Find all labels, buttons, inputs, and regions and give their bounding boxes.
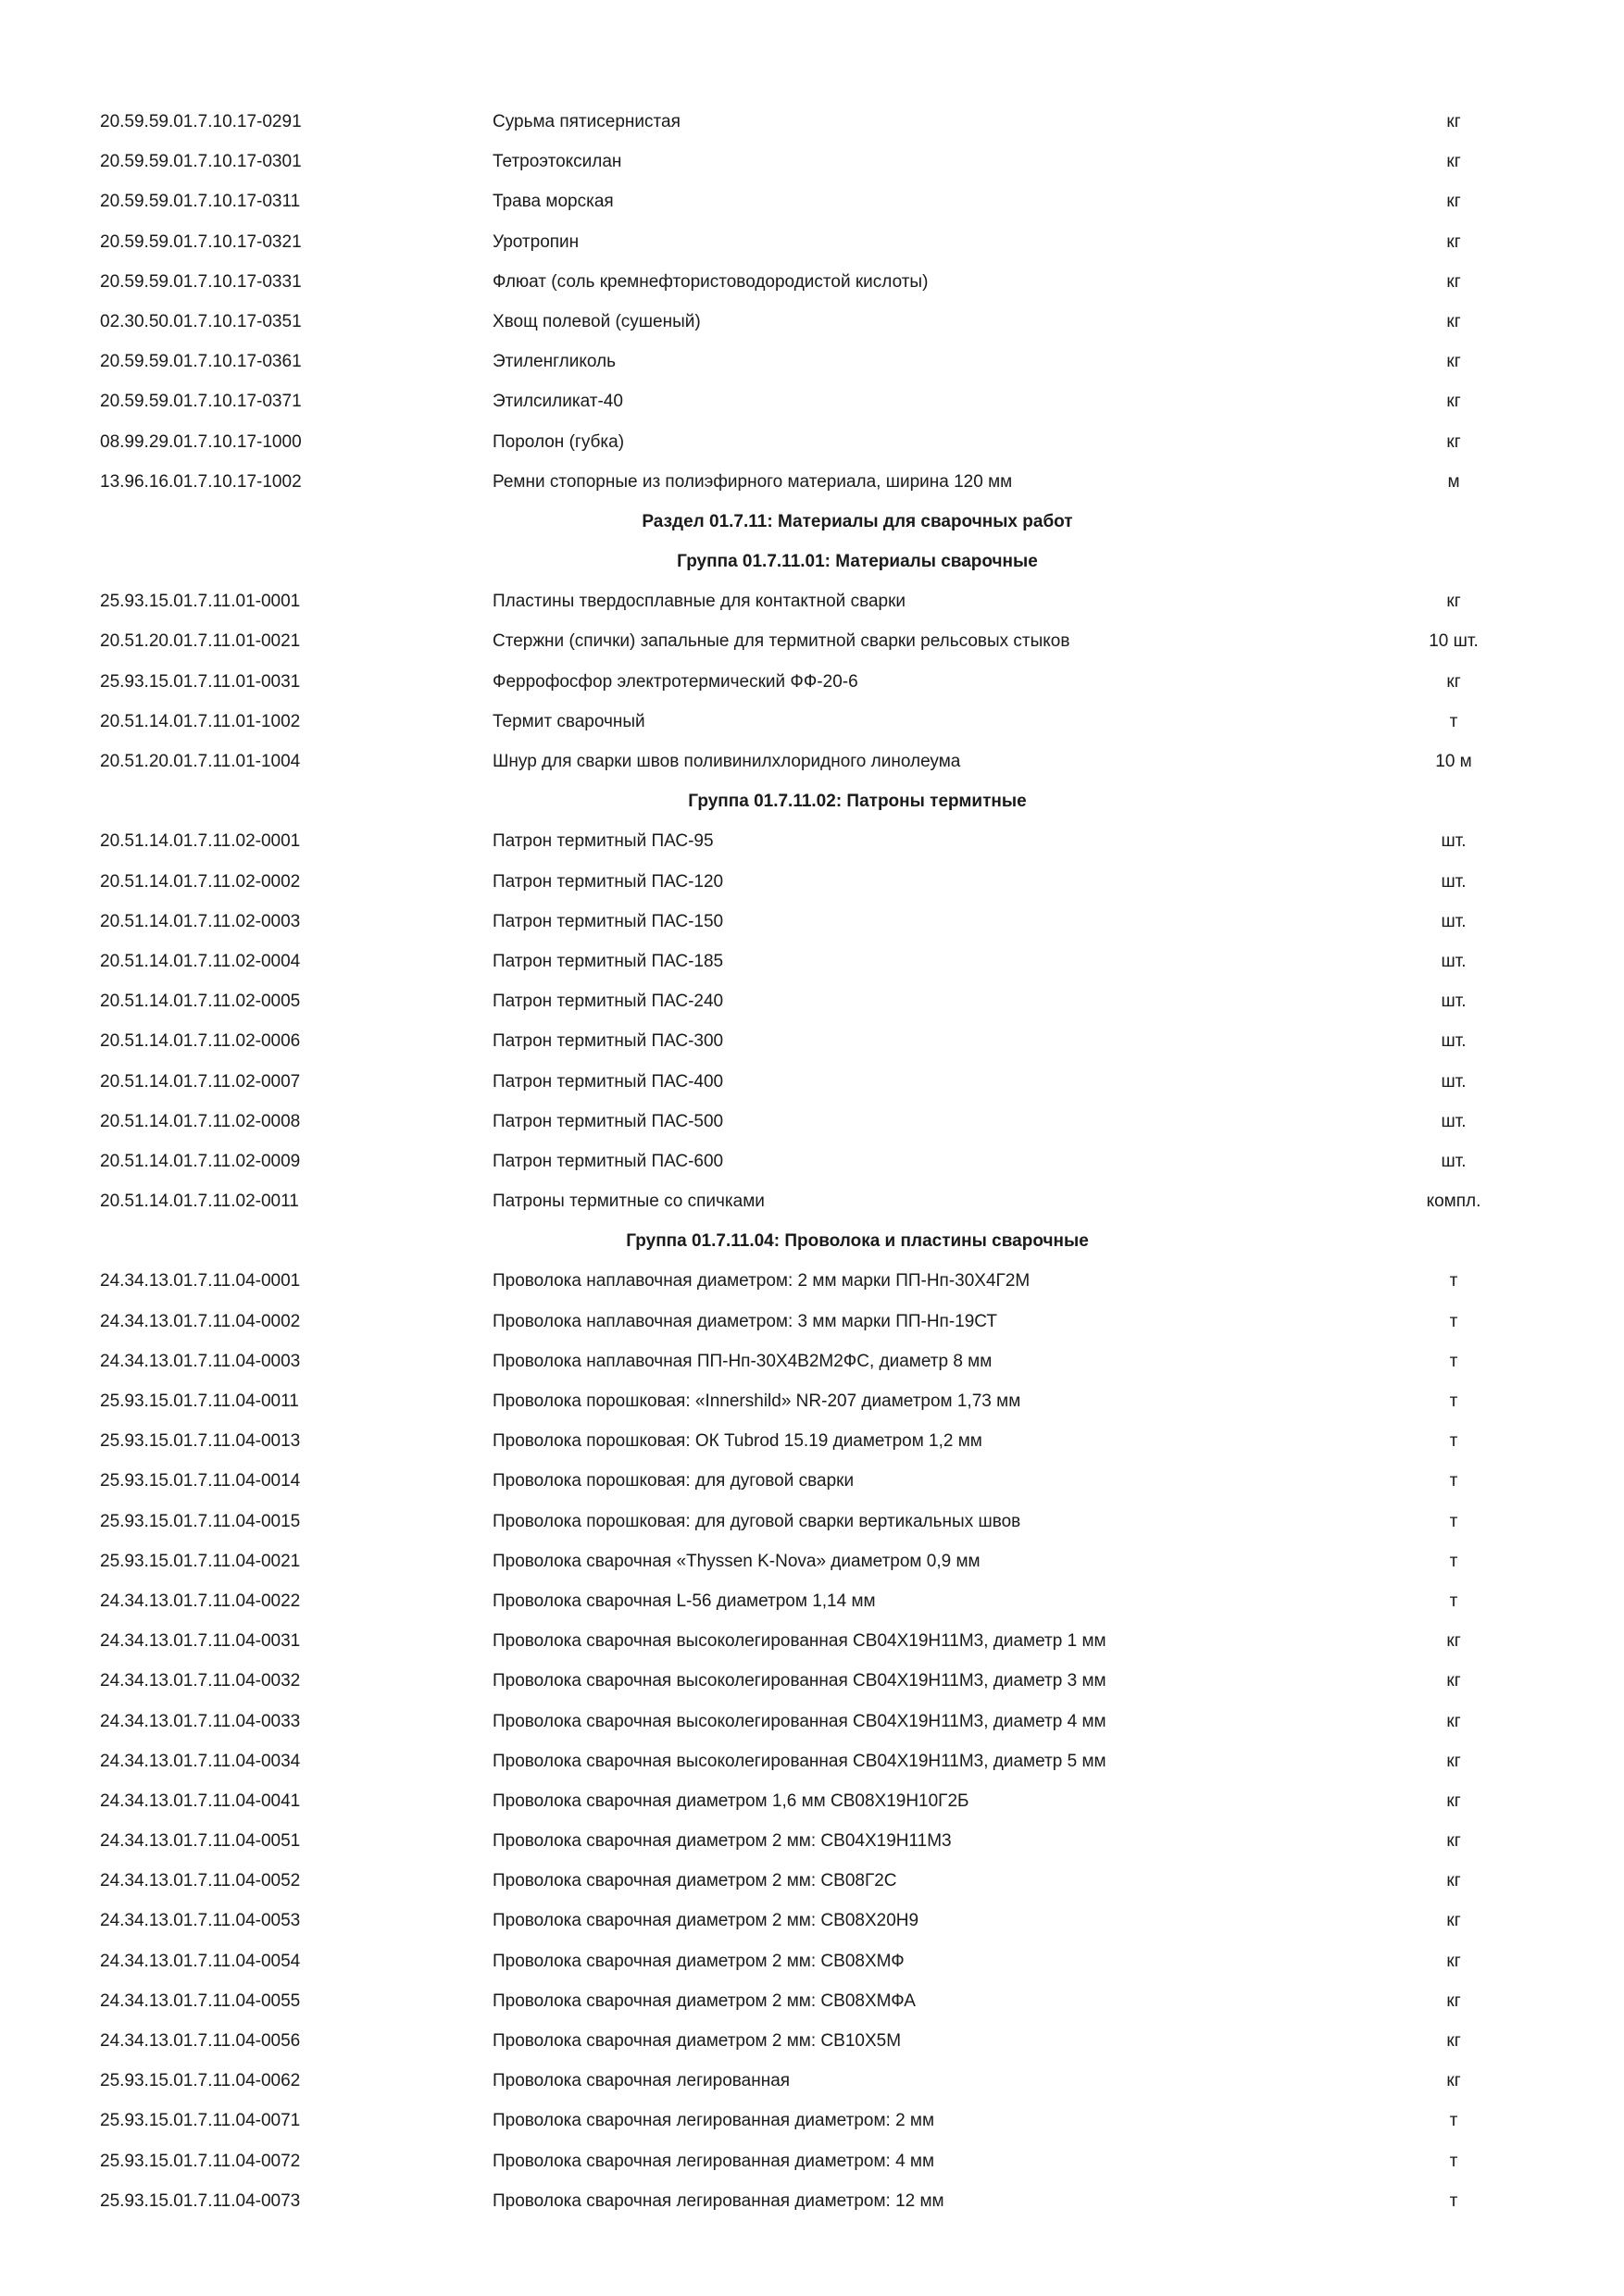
table-row <box>0 1662 1624 1702</box>
table-row <box>0 1942 1624 1982</box>
material-name: Проволока порошковая: для дуговой сварки <box>493 1471 855 1491</box>
table-row <box>0 942 1624 982</box>
unit-of-measure: шт. <box>1441 1031 1467 1052</box>
table-row <box>0 1303 1624 1342</box>
unit-of-measure: т <box>1449 711 1458 731</box>
material-name: Проволока наплавочная диаметром: 2 мм марки ПП-Нп-30Х4Г2М <box>493 1271 1031 1292</box>
material-name: Патрон термитный ПАС-120 <box>493 871 724 892</box>
material-code: 24.34.13.01.7.11.04-0034 <box>100 1751 301 1771</box>
material-code: 20.59.59.01.7.10.17-0361 <box>100 352 302 372</box>
material-name: Проволока сварочная диаметром 2 мм: СВ08Г2С <box>493 1871 897 1891</box>
material-name: Патрон термитный ПАС-600 <box>493 1151 724 1171</box>
material-name: Проволока порошковая: «Innershild» NR-207 диаметром 1,73 мм <box>493 1391 1021 1411</box>
unit-of-measure: т <box>1449 1551 1458 1571</box>
material-code: 20.59.59.01.7.10.17-0311 <box>100 192 301 212</box>
table-row <box>0 1902 1624 1941</box>
material-code: 25.93.15.01.7.11.04-0073 <box>100 2190 301 2211</box>
unit-of-measure: кг <box>1446 311 1461 331</box>
material-name: Стержни (спички) запальные для термитной сварки рельсовых стыков <box>493 631 1070 652</box>
table-row <box>0 742 1624 782</box>
unit-of-measure: кг <box>1446 431 1461 452</box>
unit-of-measure: шт. <box>1441 871 1467 892</box>
material-code: 24.34.13.01.7.11.04-0031 <box>100 1631 301 1652</box>
material-name: Проволока сварочная легированная диаметром: 4 мм <box>493 2151 935 2171</box>
material-name: Проволока сварочная L-56 диаметром 1,14 мм <box>493 1591 876 1611</box>
table-row <box>0 1582 1624 1622</box>
unit-of-measure: кг <box>1446 271 1461 292</box>
material-name: Шнур для сварки швов поливинилхлоридного линолеума <box>493 752 961 771</box>
material-name: Проволока сварочная легированная диаметром: 2 мм <box>493 2111 935 2131</box>
table-row <box>0 103 1624 143</box>
table-row <box>0 1862 1624 1902</box>
unit-of-measure: т <box>1449 2190 1458 2211</box>
material-name: Проволока сварочная легированная <box>493 2071 791 2091</box>
material-name: Проволока сварочная высоколегированная СВ04Х19Н11М3, диаметр 5 мм <box>493 1751 1106 1771</box>
unit-of-measure: м <box>1447 471 1460 492</box>
material-code: 24.34.13.01.7.11.04-0052 <box>100 1871 301 1891</box>
section-heading-row <box>0 782 1624 822</box>
table-row <box>0 303 1624 343</box>
material-name: Тетроэтоксилан <box>493 152 622 172</box>
material-code: 24.34.13.01.7.11.04-0033 <box>100 1711 301 1731</box>
table-row <box>0 1142 1624 1182</box>
table-row <box>0 1622 1624 1662</box>
material-name: Патрон термитный ПАС-400 <box>493 1071 724 1092</box>
table-row <box>0 863 1624 903</box>
unit-of-measure: кг <box>1446 1951 1461 1971</box>
table-row <box>0 1742 1624 1782</box>
material-name: Проволока наплавочная ПП-Нп-30Х4В2М2ФС, диаметр 8 мм <box>493 1351 993 1371</box>
material-name: Проволока сварочная диаметром 2 мм: СВ08Х20Н9 <box>493 1911 919 1931</box>
table-row <box>0 982 1624 1022</box>
material-name: Поролон (губка) <box>493 431 625 452</box>
table-row <box>0 1422 1624 1462</box>
material-name: Флюат (соль кремнефтористоводородистой кислоты) <box>493 271 929 292</box>
unit-of-measure: шт. <box>1441 1151 1467 1171</box>
unit-of-measure: кг <box>1446 112 1461 131</box>
table-row <box>0 1063 1624 1103</box>
unit-of-measure: т <box>1449 1511 1458 1531</box>
unit-of-measure: т <box>1449 1271 1458 1292</box>
material-name: Термит сварочный <box>493 711 645 731</box>
material-code: 20.51.14.01.7.11.02-0007 <box>100 1071 301 1092</box>
material-name: Этилсиликат-40 <box>493 392 623 412</box>
table-row <box>0 1462 1624 1502</box>
unit-of-measure: кг <box>1446 231 1461 252</box>
material-code: 20.51.14.01.7.11.02-0011 <box>100 1192 299 1212</box>
material-code: 25.93.15.01.7.11.04-0014 <box>100 1471 301 1491</box>
material-name: Пластины твердосплавные для контактной сварки <box>493 592 906 612</box>
material-code: 24.34.13.01.7.11.04-0003 <box>100 1351 301 1371</box>
unit-of-measure: т <box>1449 2111 1458 2131</box>
unit-of-measure: шт. <box>1441 1071 1467 1092</box>
material-code: 25.93.15.01.7.11.01-0001 <box>100 592 301 612</box>
catalog-rows <box>0 103 1624 2222</box>
material-code: 20.51.14.01.7.11.02-0005 <box>100 992 301 1012</box>
material-name: Проволока сварочная диаметром 1,6 мм СВ08Х19Н10Г2Б <box>493 1791 969 1811</box>
material-code: 24.34.13.01.7.11.04-0056 <box>100 2031 301 2051</box>
material-name: Патрон термитный ПАС-500 <box>493 1111 724 1131</box>
unit-of-measure: шт. <box>1441 951 1467 971</box>
material-code: 24.34.13.01.7.11.04-0055 <box>100 1990 301 2011</box>
material-code: 08.99.29.01.7.10.17-1000 <box>100 431 302 452</box>
table-row <box>0 343 1624 382</box>
unit-of-measure: кг <box>1446 1791 1461 1811</box>
unit-of-measure: т <box>1449 1591 1458 1611</box>
material-code: 20.51.14.01.7.11.02-0002 <box>100 871 301 892</box>
unit-of-measure: кг <box>1446 152 1461 172</box>
material-code: 24.34.13.01.7.11.04-0053 <box>100 1911 301 1931</box>
unit-of-measure: 10 м <box>1435 752 1472 771</box>
material-name: Хвощ полевой (сушеный) <box>493 311 701 331</box>
table-row <box>0 463 1624 503</box>
material-name: Проволока сварочная «Thyssen K-Nova» диаметром 0,9 мм <box>493 1551 981 1571</box>
unit-of-measure: кг <box>1446 1671 1461 1691</box>
table-row <box>0 582 1624 622</box>
material-name: Сурьма пятисернистая <box>493 112 681 131</box>
table-row <box>0 1262 1624 1302</box>
unit-of-measure: кг <box>1446 1871 1461 1891</box>
material-code: 25.93.15.01.7.11.04-0021 <box>100 1551 301 1571</box>
table-row <box>0 903 1624 942</box>
unit-of-measure: кг <box>1446 2031 1461 2051</box>
material-name: Проволока сварочная легированная диаметром: 12 мм <box>493 2190 944 2211</box>
material-code: 20.51.14.01.7.11.01-1002 <box>100 711 301 731</box>
material-code: 25.93.15.01.7.11.04-0071 <box>100 2111 301 2131</box>
material-code: 24.34.13.01.7.11.04-0002 <box>100 1311 301 1331</box>
unit-of-measure: т <box>1449 1311 1458 1331</box>
unit-of-measure: кг <box>1446 671 1461 692</box>
material-name: Трава морская <box>493 192 614 212</box>
material-code: 02.30.50.01.7.10.17-0351 <box>100 311 302 331</box>
unit-of-measure: т <box>1449 2151 1458 2171</box>
material-name: Патроны термитные со спичками <box>493 1192 765 1212</box>
material-code: 24.34.13.01.7.11.04-0032 <box>100 1671 301 1691</box>
section-heading: Группа 01.7.11.02: Патроны термитные <box>688 792 1027 812</box>
unit-of-measure: кг <box>1446 592 1461 612</box>
material-name: Проволока порошковая: для дуговой сварки вертикальных швов <box>493 1511 1021 1531</box>
material-code: 24.34.13.01.7.11.04-0022 <box>100 1591 301 1611</box>
material-name: Этиленгликоль <box>493 352 616 372</box>
material-code: 24.34.13.01.7.11.04-0041 <box>100 1791 301 1811</box>
material-code: 25.93.15.01.7.11.04-0072 <box>100 2151 301 2171</box>
table-row <box>0 2182 1624 2222</box>
material-name: Феррофосфор электротермический ФФ-20-6 <box>493 671 858 692</box>
table-row <box>0 703 1624 742</box>
material-name: Патрон термитный ПАС-300 <box>493 1031 724 1052</box>
section-heading: Группа 01.7.11.01: Материалы сварочные <box>677 552 1038 572</box>
section-heading-row <box>0 1222 1624 1262</box>
material-name: Проволока сварочная диаметром 2 мм: СВ08ХМФ <box>493 1951 905 1971</box>
unit-of-measure: т <box>1449 1391 1458 1411</box>
material-name: Патрон термитный ПАС-150 <box>493 911 724 931</box>
material-code: 20.51.14.01.7.11.02-0008 <box>100 1111 301 1131</box>
table-row <box>0 1542 1624 1582</box>
section-heading-row <box>0 503 1624 543</box>
table-row <box>0 182 1624 222</box>
unit-of-measure: кг <box>1446 392 1461 412</box>
material-code: 24.34.13.01.7.11.04-0051 <box>100 1831 301 1852</box>
material-code: 25.93.15.01.7.11.01-0031 <box>100 671 301 692</box>
unit-of-measure: кг <box>1446 1990 1461 2011</box>
table-row <box>0 263 1624 303</box>
material-name: Патрон термитный ПАС-240 <box>493 992 724 1012</box>
unit-of-measure: 10 шт. <box>1429 631 1479 652</box>
table-row <box>0 2062 1624 2102</box>
section-heading-row <box>0 543 1624 582</box>
material-code: 20.59.59.01.7.10.17-0291 <box>100 112 302 131</box>
unit-of-measure: кг <box>1446 192 1461 212</box>
material-code: 20.51.20.01.7.11.01-1004 <box>100 752 301 771</box>
table-row <box>0 1182 1624 1222</box>
material-code: 20.51.20.01.7.11.01-0021 <box>100 631 301 652</box>
table-row <box>0 622 1624 662</box>
table-row <box>0 1382 1624 1422</box>
table-row <box>0 143 1624 182</box>
table-row <box>0 2022 1624 2062</box>
unit-of-measure: кг <box>1446 352 1461 372</box>
material-name: Проволока сварочная высоколегированная СВ04Х19Н11М3, диаметр 4 мм <box>493 1711 1106 1731</box>
table-row <box>0 1503 1624 1542</box>
material-code: 20.51.14.01.7.11.02-0003 <box>100 911 301 931</box>
material-code: 13.96.16.01.7.10.17-1002 <box>100 471 302 492</box>
unit-of-measure: кг <box>1446 1911 1461 1931</box>
material-name: Проволока сварочная высоколегированная СВ04Х19Н11М3, диаметр 3 мм <box>493 1671 1106 1691</box>
table-row <box>0 1822 1624 1862</box>
material-name: Проволока сварочная диаметром 2 мм: СВ10Х5М <box>493 2031 902 2051</box>
material-code: 25.93.15.01.7.11.04-0062 <box>100 2071 301 2091</box>
material-name: Патрон термитный ПАС-185 <box>493 951 724 971</box>
material-code: 20.51.14.01.7.11.02-0009 <box>100 1151 301 1171</box>
table-row <box>0 822 1624 862</box>
section-heading: Раздел 01.7.11: Материалы для сварочных работ <box>642 511 1073 531</box>
table-row <box>0 1782 1624 1822</box>
material-code: 20.51.14.01.7.11.02-0001 <box>100 831 301 852</box>
table-row <box>0 223 1624 263</box>
unit-of-measure: кг <box>1446 1831 1461 1852</box>
unit-of-measure: т <box>1449 1471 1458 1491</box>
material-code: 20.59.59.01.7.10.17-0371 <box>100 392 302 412</box>
unit-of-measure: шт. <box>1441 992 1467 1012</box>
section-heading: Группа 01.7.11.04: Проволока и пластины сварочные <box>626 1231 1089 1252</box>
table-row <box>0 1342 1624 1382</box>
unit-of-measure: кг <box>1446 2071 1461 2091</box>
material-name: Проволока сварочная диаметром 2 мм: СВ04Х19Н11М3 <box>493 1831 952 1852</box>
material-code: 25.93.15.01.7.11.04-0015 <box>100 1511 301 1531</box>
table-row <box>0 423 1624 463</box>
table-row <box>0 1022 1624 1062</box>
unit-of-measure: кг <box>1446 1751 1461 1771</box>
material-name: Проволока наплавочная диаметром: 3 мм марки ПП-Нп-19СТ <box>493 1311 997 1331</box>
unit-of-measure: компл. <box>1426 1192 1481 1212</box>
material-name: Ремни стопорные из полиэфирного материала, ширина 120 мм <box>493 471 1013 492</box>
material-code: 20.59.59.01.7.10.17-0301 <box>100 152 302 172</box>
table-row <box>0 2142 1624 2182</box>
material-code: 20.51.14.01.7.11.02-0004 <box>100 951 301 971</box>
table-row <box>0 1703 1624 1742</box>
unit-of-measure: кг <box>1446 1631 1461 1652</box>
table-row <box>0 1982 1624 2022</box>
material-code: 20.51.14.01.7.11.02-0006 <box>100 1031 301 1052</box>
material-name: Патрон термитный ПАС-95 <box>493 831 714 852</box>
unit-of-measure: шт. <box>1441 1111 1467 1131</box>
unit-of-measure: кг <box>1446 1711 1461 1731</box>
material-code: 20.59.59.01.7.10.17-0321 <box>100 231 302 252</box>
unit-of-measure: шт. <box>1441 911 1467 931</box>
material-code: 25.93.15.01.7.11.04-0011 <box>100 1391 299 1411</box>
material-code: 24.34.13.01.7.11.04-0001 <box>100 1271 301 1292</box>
material-name: Проволока порошковая: ОК Tubrod 15.19 диаметром 1,2 мм <box>493 1431 982 1452</box>
table-row <box>0 382 1624 422</box>
material-code: 25.93.15.01.7.11.04-0013 <box>100 1431 301 1452</box>
table-row <box>0 1103 1624 1142</box>
table-row <box>0 663 1624 703</box>
unit-of-measure: шт. <box>1441 831 1467 852</box>
table-row <box>0 2102 1624 2141</box>
material-name: Уротропин <box>493 231 580 252</box>
material-name: Проволока сварочная высоколегированная СВ04Х19Н11М3, диаметр 1 мм <box>493 1631 1106 1652</box>
unit-of-measure: т <box>1449 1351 1458 1371</box>
material-name: Проволока сварочная диаметром 2 мм: СВ08ХМФА <box>493 1990 916 2011</box>
material-code: 24.34.13.01.7.11.04-0054 <box>100 1951 301 1971</box>
material-code: 20.59.59.01.7.10.17-0331 <box>100 271 302 292</box>
unit-of-measure: т <box>1449 1431 1458 1452</box>
